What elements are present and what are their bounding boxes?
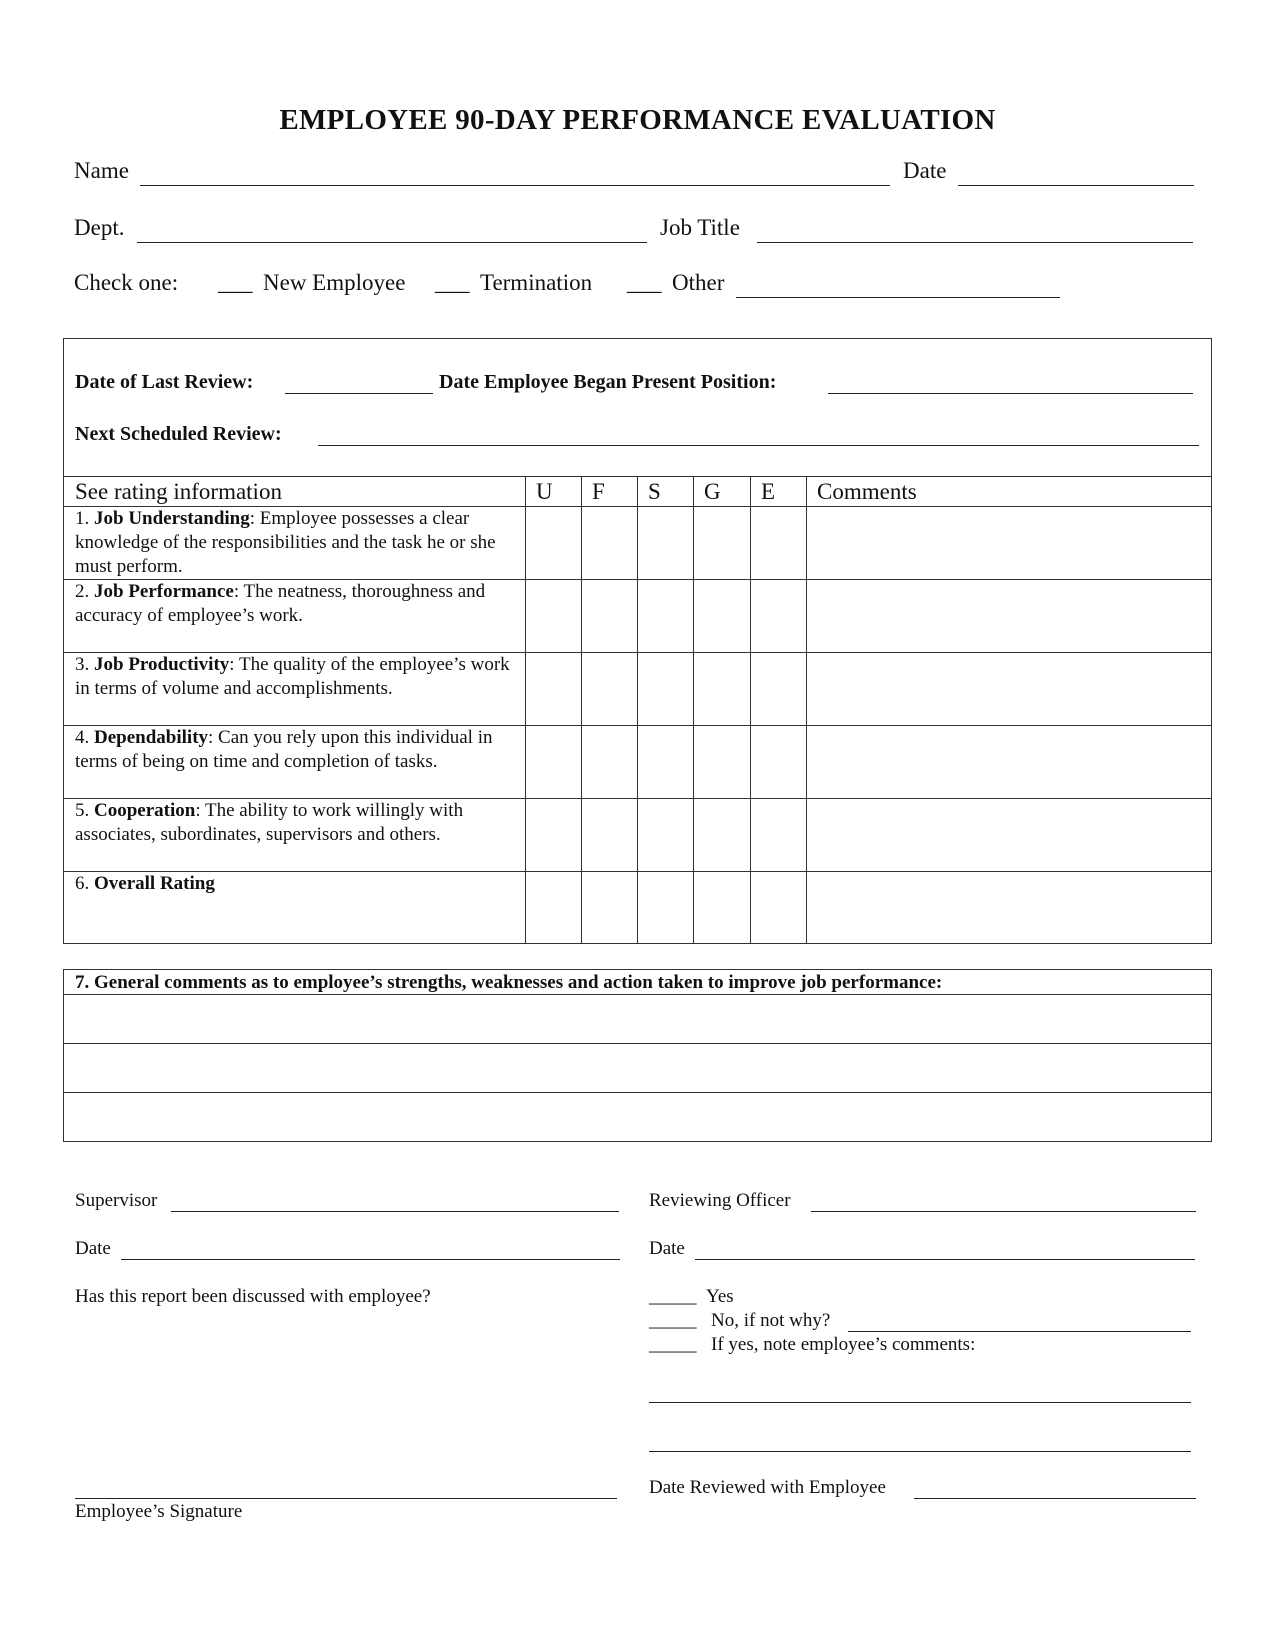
date-reviewed-label: Date Reviewed with Employee <box>649 1477 886 1498</box>
comment-line[interactable] <box>63 1043 1212 1044</box>
dept-label: Dept. <box>74 215 125 240</box>
reviewing-officer-field[interactable] <box>811 1211 1196 1212</box>
general-comments-label: 7. General comments as to employee’s strengths, weaknesses and action taken to improve job performance: <box>75 972 943 993</box>
other-label: Other <box>672 270 725 295</box>
if-yes-label: If yes, note employee’s comments: <box>711 1334 976 1355</box>
name-label: Name <box>74 158 129 183</box>
check-one-label: Check one: <box>74 270 179 295</box>
began-position-label: Date Employee Began Present Position: <box>439 371 777 393</box>
yes-label: Yes <box>706 1286 734 1307</box>
col-header-g: G <box>704 479 721 504</box>
no-label: No, if not why? <box>711 1310 831 1331</box>
next-review-field[interactable] <box>318 445 1199 446</box>
column-divider <box>750 476 751 943</box>
column-divider <box>525 476 526 943</box>
employee-comments-line[interactable] <box>649 1402 1191 1403</box>
last-review-field[interactable] <box>285 393 433 394</box>
employee-signature-label: Employee’s Signature <box>75 1501 243 1522</box>
no-checkbox[interactable]: _____ <box>649 1310 697 1331</box>
rating-row-job-performance: 2. Job Performance: The neatness, thoroughness and accuracy of employee’s work. <box>75 581 486 626</box>
column-divider <box>693 476 694 943</box>
rating-row-job-productivity: 3. Job Productivity: The quality of the employee’s work in terms of volume and accomplishments. <box>75 654 510 699</box>
new-employee-checkbox[interactable]: ___ <box>218 270 253 295</box>
other-checkbox[interactable]: ___ <box>627 270 662 295</box>
rating-row-job-understanding: 1. Job Understanding: Employee possesses a clear knowledge of the responsibilities and the task he or she must perform. <box>75 508 496 577</box>
officer-date-field[interactable] <box>695 1259 1195 1260</box>
general-comments-header-line <box>63 994 1212 995</box>
comments-header: Comments <box>817 479 917 504</box>
supervisor-label: Supervisor <box>75 1190 158 1211</box>
rating-info-header: See rating information <box>75 479 282 504</box>
date-label: Date <box>903 158 947 183</box>
officer-date-label: Date <box>649 1238 685 1259</box>
col-header-s: S <box>648 479 661 504</box>
date-field[interactable] <box>958 185 1194 186</box>
comment-line[interactable] <box>63 1092 1212 1093</box>
last-review-label: Date of Last Review: <box>75 371 254 393</box>
termination-label: Termination <box>480 270 593 295</box>
column-divider <box>581 476 582 943</box>
if-yes-checkbox[interactable]: _____ <box>649 1334 697 1355</box>
discussed-question: Has this report been discussed with employee? <box>75 1286 431 1307</box>
rating-row-overall: 6. Overall Rating <box>75 873 215 894</box>
next-review-label: Next Scheduled Review: <box>75 423 282 445</box>
col-header-e: E <box>761 479 776 504</box>
termination-checkbox[interactable]: ___ <box>435 270 470 295</box>
reviewing-officer-label: Reviewing Officer <box>649 1190 791 1211</box>
job-title-label: Job Title <box>660 215 740 240</box>
dept-field[interactable] <box>137 242 647 243</box>
new-employee-label: New Employee <box>263 270 406 295</box>
column-divider <box>806 476 807 943</box>
rating-row-cooperation: 5. Cooperation: The ability to work willingly with associates, subordinates, supervisors and others. <box>75 800 464 845</box>
began-position-field[interactable] <box>828 393 1193 394</box>
page-title: EMPLOYEE 90-DAY PERFORMANCE EVALUATION <box>279 104 996 136</box>
col-header-f: F <box>592 479 605 504</box>
yes-checkbox[interactable]: _____ <box>649 1286 697 1307</box>
job-title-field[interactable] <box>757 242 1193 243</box>
employee-comments-line[interactable] <box>649 1451 1191 1452</box>
date-reviewed-field[interactable] <box>914 1498 1196 1499</box>
rating-row-dependability: 4. Dependability: Can you rely upon this individual in terms of being on time and completion of tasks. <box>75 727 493 772</box>
supervisor-date-label: Date <box>75 1238 111 1259</box>
col-header-u: U <box>536 479 553 504</box>
supervisor-date-field[interactable] <box>121 1259 620 1260</box>
employee-signature-field[interactable] <box>75 1498 617 1499</box>
other-field[interactable] <box>736 297 1060 298</box>
no-reason-field[interactable] <box>848 1331 1191 1332</box>
supervisor-field[interactable] <box>171 1211 619 1212</box>
column-divider <box>637 476 638 943</box>
name-field[interactable] <box>140 185 890 186</box>
